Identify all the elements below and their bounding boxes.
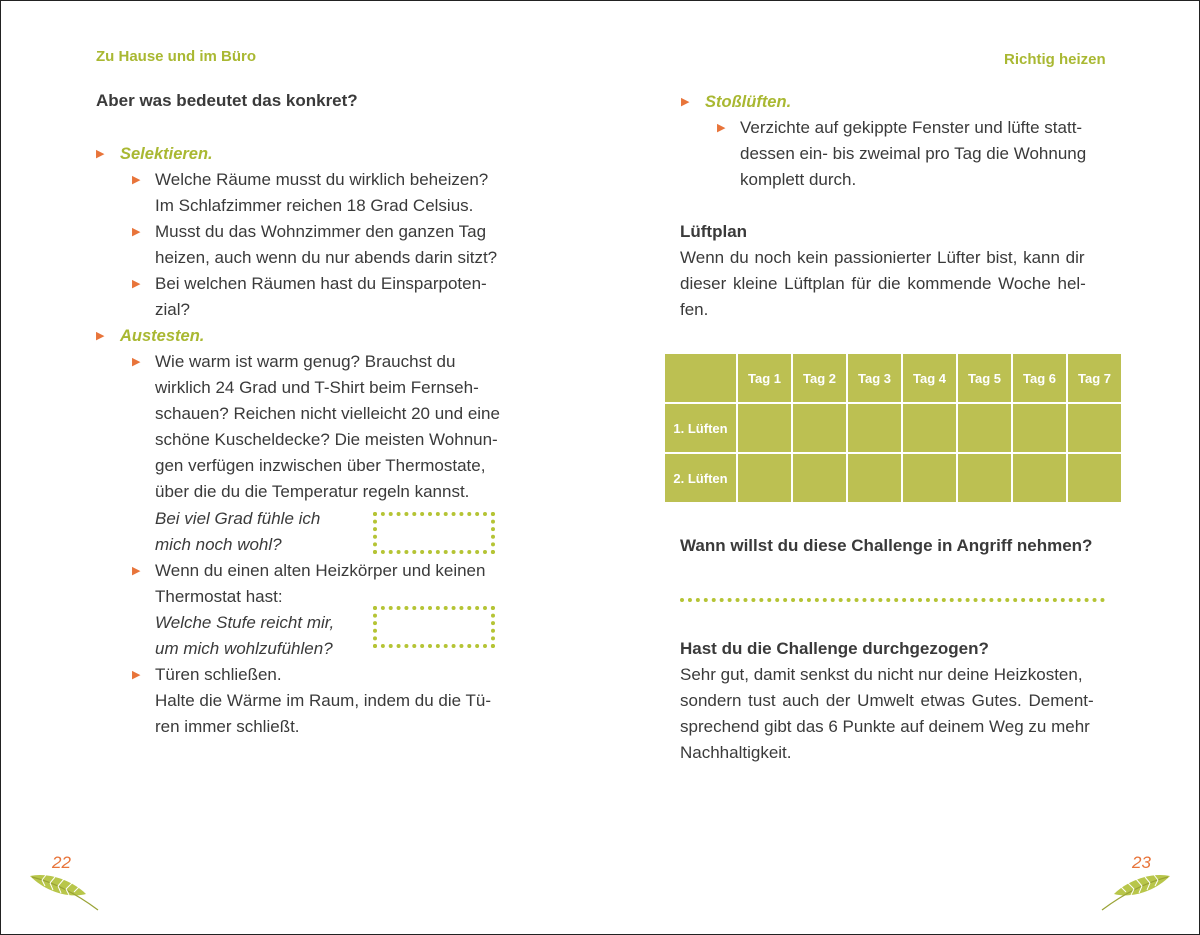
table-check-cell[interactable] <box>737 453 792 503</box>
running-head-right: Richtig heizen <box>1004 51 1106 68</box>
bullet-triangle-icon: ▶ <box>681 96 690 108</box>
table-check-cell[interactable] <box>1067 453 1122 503</box>
list-item-line: gen verfügen inzwischen über Thermostate, <box>155 456 486 475</box>
list-item-line: Welche Räume musst du wirklich beheizen? <box>155 170 489 189</box>
list-item-line: Bei welchen Räumen hast du Einsparpoten- <box>155 274 487 293</box>
plan-text-line: dieser kleine Lüftplan für die kommende Woche hel- <box>680 274 1086 293</box>
list-item-line: über die du die Temperatur regeln kannst. <box>155 482 470 501</box>
answer-box-level[interactable] <box>373 606 495 648</box>
list-item-line: Im Schlafzimmer reichen 18 Grad Celsius. <box>155 196 474 215</box>
challenge-question: Wann willst du diese Challenge in Angriff nehmen? <box>680 536 1093 555</box>
table-check-cell[interactable] <box>1012 453 1067 503</box>
done-text-line: Nachhaltigkeit. <box>680 743 792 762</box>
table-header-cell: Tag 6 <box>1012 353 1067 403</box>
table-header-cell: Tag 4 <box>902 353 957 403</box>
challenge-answer-line[interactable] <box>680 598 1105 602</box>
table-check-cell[interactable] <box>957 453 1012 503</box>
list-item-line: Türen schließen. <box>155 665 282 684</box>
table-row <box>664 403 1122 453</box>
prompt-text: Welche Stufe reicht mir, <box>155 613 335 632</box>
table-check-cell[interactable] <box>957 403 1012 453</box>
table-row-header: 1. Lüften <box>664 403 737 453</box>
list-item-line: zial? <box>155 300 190 319</box>
table-check-cell[interactable] <box>792 453 847 503</box>
table-check-cell[interactable] <box>902 453 957 503</box>
bullet-triangle-icon: ▶ <box>132 356 141 368</box>
table-check-cell[interactable] <box>737 403 792 453</box>
table-check-cell[interactable] <box>847 403 902 453</box>
list-item-line: heizen, auch wenn du nur abends darin sitzt? <box>155 248 498 267</box>
table-check-cell[interactable] <box>1012 403 1067 453</box>
question-heading: Aber was bedeutet das konkret? <box>96 91 358 110</box>
bullet-triangle-icon: ▶ <box>132 278 141 290</box>
table-check-cell[interactable] <box>847 453 902 503</box>
answer-box-temperature[interactable] <box>373 512 495 554</box>
table-check-cell[interactable] <box>1067 403 1122 453</box>
table-check-cell[interactable] <box>792 403 847 453</box>
list-item-line: schauen? Reichen nicht vielleicht 20 und eine <box>155 404 500 423</box>
prompt-text: mich noch wohl? <box>155 535 282 554</box>
list-item-line: Musst du das Wohnzimmer den ganzen Tag <box>155 222 487 241</box>
done-text-line: sondern tust auch der Umwelt etwas Gutes. Dement- <box>680 691 1094 710</box>
bullet-triangle-icon: ▶ <box>96 330 105 342</box>
list-item-line: schöne Kuscheldecke? Die meisten Wohnun- <box>155 430 498 449</box>
list-item-line: Halte die Wärme im Raum, indem du die Tü- <box>155 691 492 710</box>
leaf-icon <box>1100 870 1172 912</box>
prompt-text: um mich wohlzufühlen? <box>155 639 333 658</box>
done-text-line: Sehr gut, damit senkst du nicht nur deine Heizkosten, <box>680 665 1083 684</box>
list-item-line: komplett durch. <box>740 170 857 189</box>
table-header-cell: Tag 2 <box>792 353 847 403</box>
bullet-triangle-icon: ▶ <box>132 669 141 681</box>
page-number-right: 23 <box>1132 853 1151 872</box>
bullet-triangle-icon: ▶ <box>96 148 105 160</box>
table-header-cell: Tag 1 <box>737 353 792 403</box>
running-head-left: Zu Hause und im Büro <box>96 48 257 65</box>
bullet-triangle-icon: ▶ <box>132 565 141 577</box>
bullet-triangle-icon: ▶ <box>132 174 141 186</box>
list-item-line: Thermostat hast: <box>155 587 283 606</box>
table-check-cell[interactable] <box>902 403 957 453</box>
section-heading-selektieren: Selektieren. <box>120 145 213 163</box>
done-text-line: sprechend gibt das 6 Punkte auf deinem Weg zu mehr <box>680 717 1090 736</box>
bullet-triangle-icon: ▶ <box>717 122 726 134</box>
section-heading-austesten: Austesten. <box>120 327 205 345</box>
table-row-header: 2. Lüften <box>664 453 737 503</box>
table-header-cell: Tag 3 <box>847 353 902 403</box>
list-item-line: wirklich 24 Grad und T-Shirt beim Fernseh- <box>155 378 479 397</box>
section-heading-stosslueften: Stoßlüften. <box>705 93 792 111</box>
list-item-line: Wenn du einen alten Heizkörper und keinen <box>155 561 486 580</box>
list-item-line: ren immer schließt. <box>155 717 300 736</box>
leaf-icon <box>28 870 100 912</box>
table-row <box>664 453 1122 503</box>
list-item-line: dessen ein- bis zweimal pro Tag die Wohnung <box>740 144 1087 163</box>
page-number-left: 22 <box>52 853 71 872</box>
table-corner-cell <box>664 353 737 403</box>
ventilation-plan-table <box>663 352 1123 504</box>
prompt-text: Bei viel Grad fühle ich <box>155 509 321 528</box>
bullet-triangle-icon: ▶ <box>132 226 141 238</box>
done-heading: Hast du die Challenge durchgezogen? <box>680 639 989 658</box>
plan-title: Lüftplan <box>680 222 748 241</box>
table-header-cell: Tag 7 <box>1067 353 1122 403</box>
list-item-line: Wie warm ist warm genug? Brauchst du <box>155 352 456 371</box>
plan-text-line: fen. <box>680 300 709 319</box>
list-item-line: Verzichte auf gekippte Fenster und lüfte statt- <box>740 118 1083 137</box>
plan-text-line: Wenn du noch kein passionierter Lüfter bist, kann dir <box>680 248 1085 267</box>
table-header-cell: Tag 5 <box>957 353 1012 403</box>
